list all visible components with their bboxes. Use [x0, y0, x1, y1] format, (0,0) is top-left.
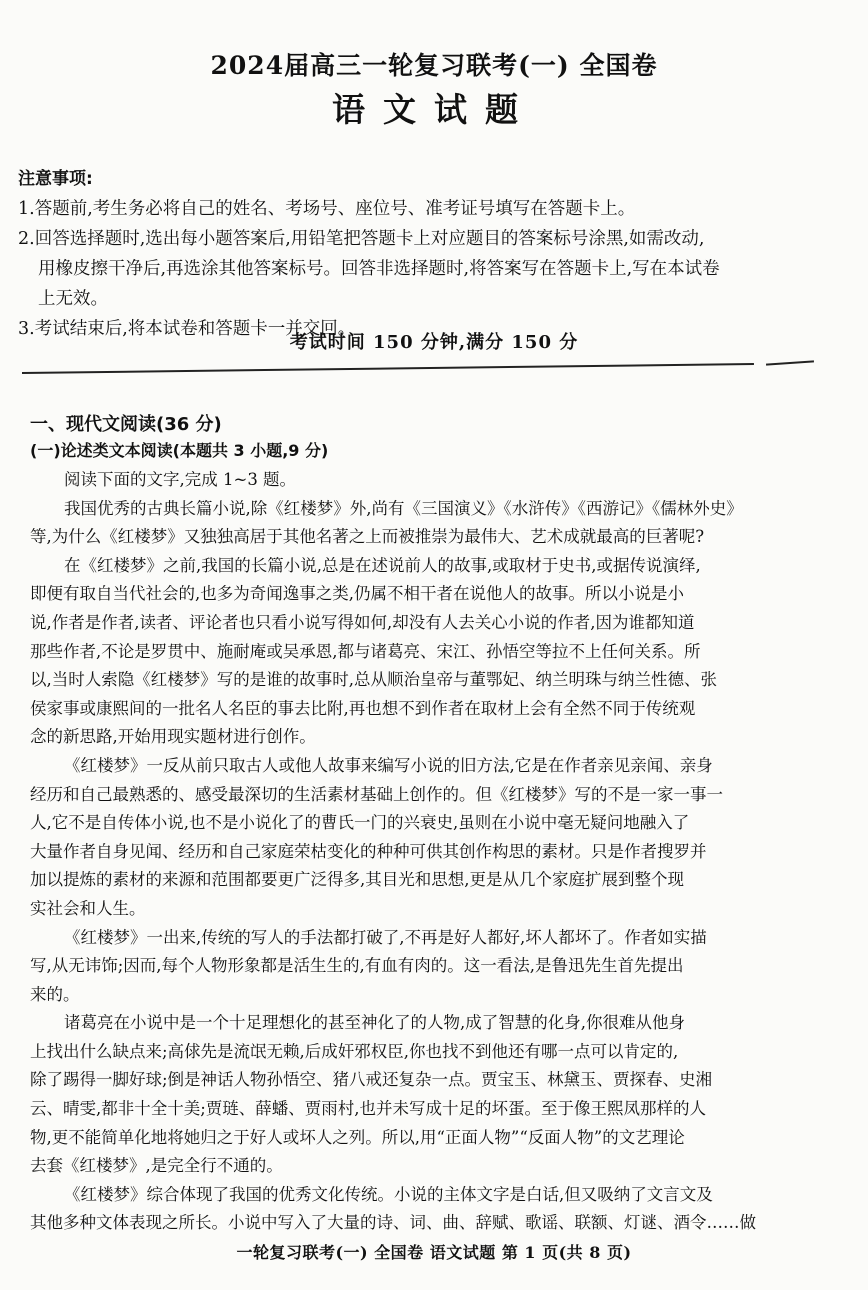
passage-line: 侯家事或康熙间的一批名人名臣的事去比附,再也想不到作者在取材上会有全然不同于传统观 [30, 698, 696, 718]
passage-line: 说,作者是作者,读者、评论者也只看小说写得如何,却没有人去关心小说的作者,因为谁都知道 [30, 612, 695, 632]
passage-line: 上找出什么缺点来;高俅先是流氓无赖,后成奸邪权臣,你也找不到他还有哪一点可以肯定的, [30, 1041, 679, 1061]
passage-line: 实社会和人生。 [30, 898, 146, 918]
passage-line: 写,从无讳饰;因而,每个人物形象都是活生生的,有血有肉的。这一看法,是鲁迅先生首先提出 [30, 956, 684, 976]
passage-line: 云、晴雯,都非十全十美;贾琏、薛蟠、贾雨村,也并未写成十足的坏蛋。至于像王熙凤那样的人 [30, 1099, 707, 1119]
passage-line: 我国优秀的古典长篇小说,除《红楼梦》外,尚有《三国演义》《水浒传》《西游记》《儒林外史》 [64, 498, 743, 518]
passage-line: 大量作者自身见闻、经历和自己家庭荣枯变化的种种可供其创作构思的素材。只是作者搜罗并 [30, 841, 707, 861]
passage-line: 在《红楼梦》之前,我国的长篇小说,总是在述说前人的故事,或取材于史书,或据传说演绎, [64, 555, 701, 575]
passage-line: 《红楼梦》综合体现了我国的优秀文化传统。小说的主体文字是白话,但又吸纳了文言文及 [64, 1184, 713, 1204]
passage-line: 等,为什么《红楼梦》又独独高居于其他名著之上而被推崇为最伟大、艺术成就最高的巨著呢? [30, 527, 705, 547]
passage-line: 来的。 [30, 984, 80, 1004]
exam-notes [18, 164, 848, 344]
subsection-heading: (一)论述类文本阅读(本题共 3 小题,9 分) [30, 441, 329, 460]
exam-title: 2024届高三一轮复习联考(一) 全国卷 [210, 51, 658, 80]
passage-line: 人,它不是自传体小说,也不是小说化了的曹氏一门的兴衰史,虽则在小说中毫无疑问地融入了 [30, 813, 690, 833]
passage-line: 诸葛亮在小说中是一个十足理想化的甚至神化了的人物,成了智慧的化身,你很难从他身 [64, 1013, 685, 1033]
exam-time: 考试时间 150 分钟,满分 150 分 [289, 332, 579, 353]
reading-passage [30, 466, 860, 1238]
passage-line: 经历和自己最熟悉的、感受最深切的生活素材基础上创作的。但《红楼梦》写的不是一家一事一 [30, 784, 723, 804]
notes-heading: 注意事项: [18, 169, 93, 189]
note-item-1: 1.答题前,考生务必将自己的姓名、考场号、座位号、准考证号填写在答题卡上。 [18, 199, 636, 219]
passage-line: 《红楼梦》一出来,传统的写人的手法都打破了,不再是好人都好,坏人都坏了。作者如实描 [64, 927, 707, 947]
passage-line: 《红楼梦》一反从前只取古人或他人故事来编写小说的旧方法,它是在作者亲见亲闻、亲身 [64, 755, 713, 775]
passage-line: 以,当时人索隐《红楼梦》写的是谁的故事时,总从顺治皇帝与董鄂妃、纳兰明珠与纳兰性德、张 [30, 670, 717, 690]
passage-line: 去套《红楼梦》,是完全行不通的。 [30, 1156, 283, 1176]
passage-line: 物,更不能简单化地将她归之于好人或坏人之列。所以,用“正面人物”“反面人物”的文艺理论 [30, 1127, 685, 1147]
note-item-2: 2.回答选择题时,选出每小题答案后,用铅笔把答题卡上对应题目的答案标号涂黑,如需改动, [18, 229, 705, 249]
divider-line [22, 363, 754, 374]
passage-line: 除了踢得一脚好球;倒是神话人物孙悟空、猪八戒还复杂一点。贾宝玉、林黛玉、贾探春、史湘 [30, 1070, 713, 1090]
instruction-line: 阅读下面的文字,完成 1~3 题。 [64, 470, 297, 489]
subject-title: 语文试题 [332, 90, 536, 129]
note-item-3: 3.考试结束后,将本试卷和答题卡一并交回。 [18, 319, 356, 339]
page-footer: 一轮复习联考(一) 全国卷 语文试题 第 1 页(共 8 页) [236, 1243, 632, 1262]
divider-line-short [766, 360, 814, 365]
note-item-2-end: 上无效。 [38, 289, 108, 309]
passage-line: 念的新思路,开始用现实题材进行创作。 [30, 727, 316, 747]
passage-line: 加以提炼的素材的来源和范围都要更广泛得多,其目光和思想,更是从几个家庭扩展到整个现 [30, 870, 684, 890]
section-heading: 一、现代文阅读(36 分) [30, 414, 222, 435]
passage-line: 其他多种文体表现之所长。小说中写入了大量的诗、词、曲、辞赋、歌谣、联额、灯谜、酒令……做 [30, 1213, 756, 1233]
passage-line: 那些作者,不论是罗贯中、施耐庵或吴承恩,都与诸葛亮、宋江、孙悟空等拉不上任何关系。所 [30, 641, 701, 661]
passage-line: 即便有取自当代社会的,也多为奇闻逸事之类,仍属不相干者在说他人的故事。所以小说是小 [30, 584, 684, 604]
note-item-2-cont: 用橡皮擦干净后,再选涂其他答案标号。回答非选择题时,将答案写在答题卡上,写在本试卷 [38, 259, 720, 279]
